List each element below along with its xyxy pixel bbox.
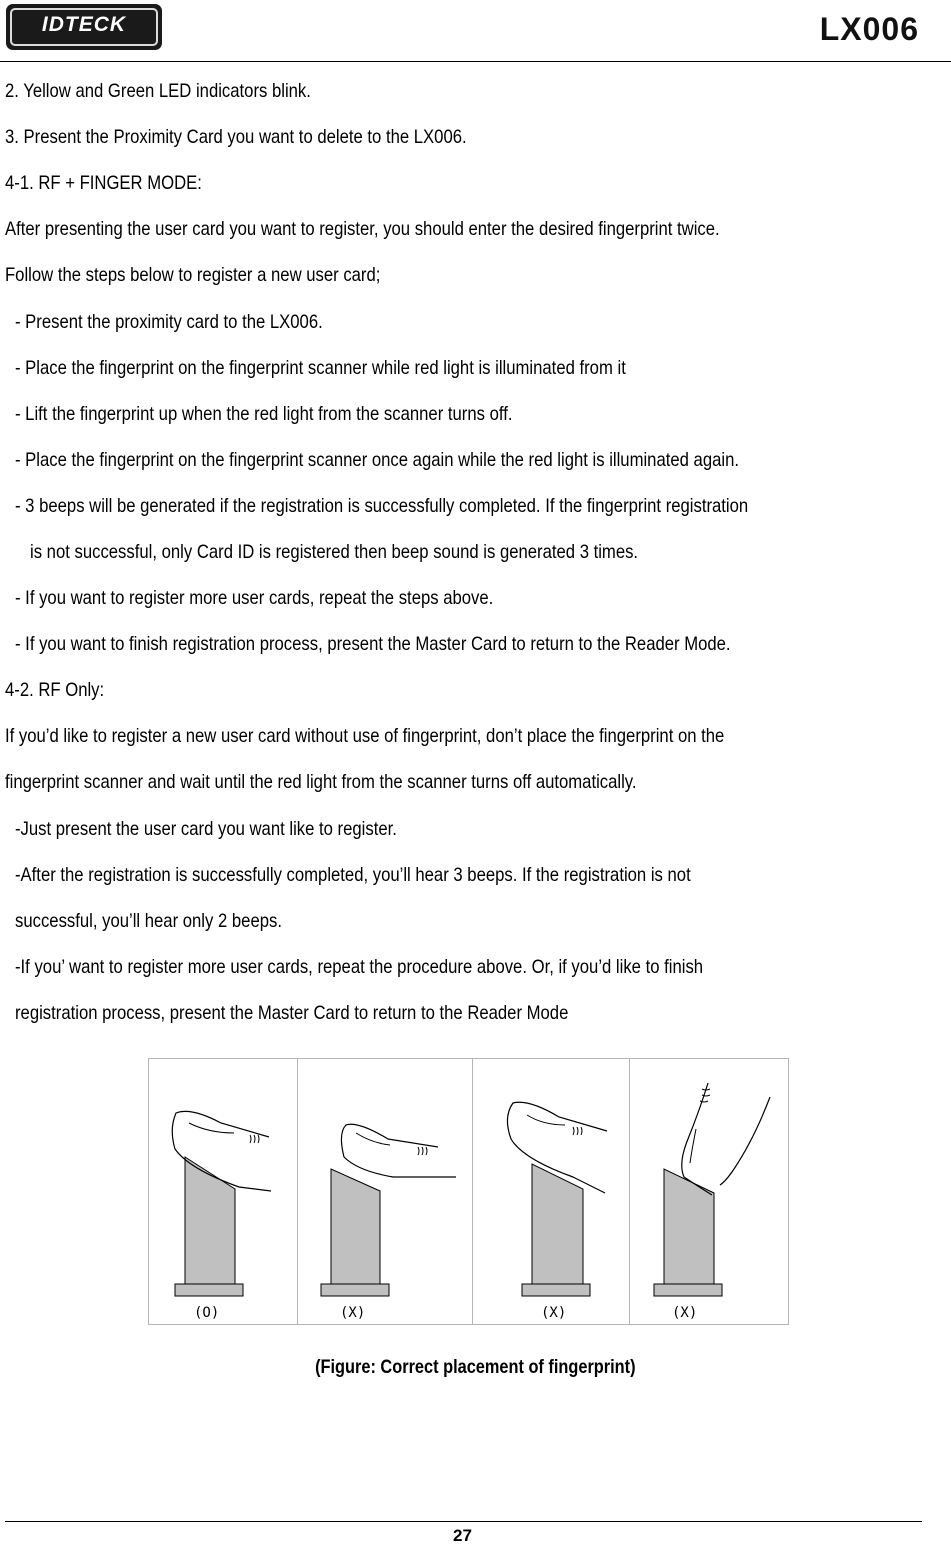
figure-caption bbox=[0, 1357, 951, 1379]
text-line: Follow the steps below to register a new user card; bbox=[5, 264, 381, 286]
section-heading-rf-only: 4-2. RF Only: bbox=[5, 679, 105, 701]
figure-label: (X) bbox=[340, 1305, 366, 1321]
text-line: After presenting the user card you want to register, you should enter the desired fingerprint twice. bbox=[5, 218, 720, 240]
list-item: -If you’ want to register more user cards, repeat the procedure above. Or, if you’d like to finish bbox=[15, 956, 704, 978]
figure-panel-incorrect-3 bbox=[629, 1059, 789, 1324]
list-item-continuation: registration process, present the Master Card to return to the Reader Mode bbox=[15, 1002, 569, 1024]
figure-panel-correct bbox=[149, 1059, 297, 1324]
fingerprint-correct-illustration bbox=[149, 1059, 297, 1324]
fingerprint-tip-only-illustration bbox=[630, 1059, 789, 1324]
figure-caption-text: (Figure: Correct placement of fingerprint) bbox=[315, 1357, 636, 1378]
footer-divider bbox=[5, 1521, 922, 1522]
text-line: 3. Present the Proximity Card you want to delete to the LX006. bbox=[5, 126, 467, 148]
list-item: - Place the fingerprint on the fingerprint scanner once again while the red light is illuminated again. bbox=[15, 449, 739, 471]
figure-panel-incorrect-1 bbox=[297, 1059, 473, 1324]
list-item: - If you want to finish registration process, present the Master Card to return to the Reader Mode. bbox=[15, 633, 731, 655]
page-number: 27 bbox=[453, 1526, 472, 1545]
list-item: - If you want to register more user cards, repeat the steps above. bbox=[15, 587, 494, 609]
idteck-logo bbox=[6, 4, 162, 50]
figure-label: (O) bbox=[194, 1305, 220, 1321]
list-item: - Present the proximity card to the LX006. bbox=[15, 311, 323, 333]
text-line: If you’d like to register a new user card without use of fingerprint, don’t place the fingerprint on the bbox=[5, 725, 725, 747]
text-line: fingerprint scanner and wait until the red light from the scanner turns off automatically. bbox=[5, 771, 637, 793]
figure-label: (X) bbox=[672, 1305, 698, 1321]
figure-label: (X) bbox=[541, 1305, 567, 1321]
list-item: - Place the fingerprint on the fingerprint scanner while red light is illuminated from it bbox=[15, 357, 626, 379]
fingerprint-too-low-illustration bbox=[298, 1059, 473, 1324]
fingerprint-placement-figure bbox=[148, 1058, 789, 1325]
header-divider bbox=[0, 61, 951, 62]
fingerprint-too-high-illustration bbox=[473, 1059, 630, 1324]
list-item-continuation: successful, you’ll hear only 2 beeps. bbox=[15, 910, 282, 932]
list-item: - Lift the fingerprint up when the red light from the scanner turns off. bbox=[15, 403, 513, 425]
model-title: LX006 bbox=[819, 11, 919, 47]
text-line: 2. Yellow and Green LED indicators blink. bbox=[5, 80, 311, 102]
logo-text: IDTECK bbox=[41, 13, 127, 36]
list-item: -Just present the user card you want like to register. bbox=[15, 818, 397, 840]
section-heading-rf-finger: 4-1. RF + FINGER MODE: bbox=[5, 172, 202, 194]
figure-panel-incorrect-2 bbox=[472, 1059, 630, 1324]
list-item-continuation: is not successful, only Card ID is registered then beep sound is generated 3 times. bbox=[30, 541, 639, 563]
list-item: -After the registration is successfully completed, you’ll hear 3 beeps. If the registration is not bbox=[15, 864, 691, 886]
list-item: - 3 beeps will be generated if the registration is successfully completed. If the fingerprint registration bbox=[15, 495, 749, 517]
